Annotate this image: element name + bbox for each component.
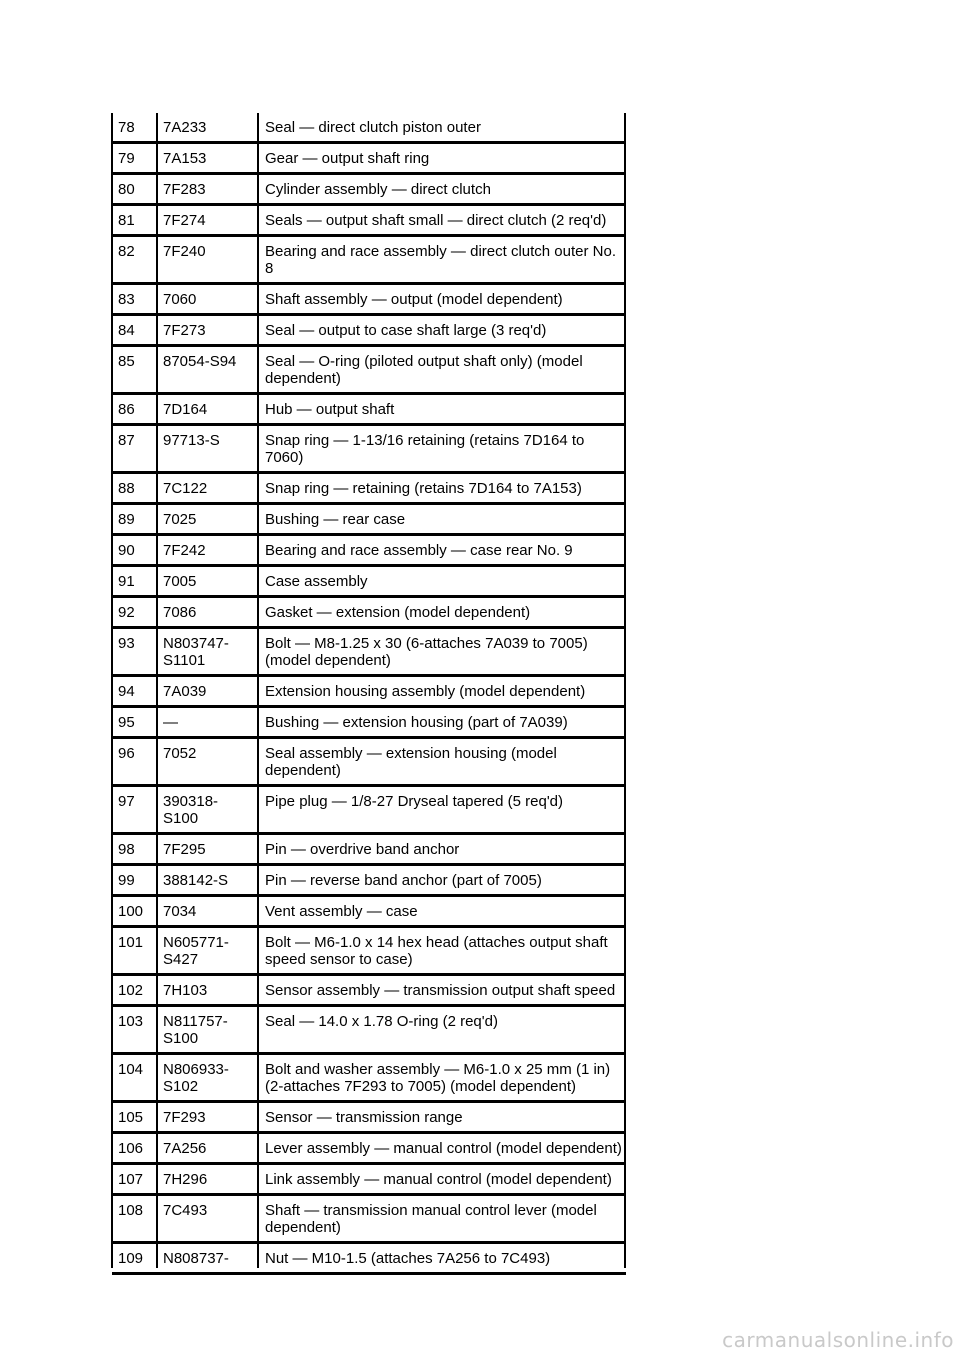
description: Lever assembly — manual control (model dependent) [265, 1140, 622, 1157]
part-number: — [163, 714, 178, 731]
table-row [112, 598, 626, 629]
table-row [112, 1007, 626, 1055]
description: Nut — M10-1.5 (attaches 7A256 to 7C493) [265, 1250, 551, 1267]
item-number: 107 [118, 1171, 144, 1188]
table-row [112, 976, 626, 1007]
item-number: 95 [118, 714, 135, 731]
parts-table [112, 113, 626, 1305]
description: Extension housing assembly (model dependent) [265, 683, 586, 700]
part-number: N806933- S102 [163, 1061, 229, 1095]
part-number: 390318- S100 [163, 793, 219, 827]
table-row [112, 708, 626, 739]
item-number: 85 [118, 353, 135, 370]
table-row [112, 1165, 626, 1196]
item-number: 101 [118, 934, 144, 951]
table-row [112, 677, 626, 708]
description: Bushing — rear case [265, 511, 406, 528]
part-number: 7D164 [163, 401, 208, 418]
description: Seals — output shaft small — direct clutch (2 req'd) [265, 212, 607, 229]
part-number: 7A039 [163, 683, 207, 700]
item-number: 94 [118, 683, 135, 700]
table-row [112, 787, 626, 835]
table-row [112, 316, 626, 347]
item-number: 86 [118, 401, 135, 418]
item-number: 90 [118, 542, 135, 559]
part-number: 7086 [163, 604, 197, 621]
description: Bolt — M8-1.25 x 30 (6-attaches 7A039 to 7005) (model dependent) [265, 635, 588, 669]
item-number: 93 [118, 635, 135, 652]
item-number: 102 [118, 982, 144, 999]
description: Sensor assembly — transmission output shaft speed [265, 982, 616, 999]
description: Vent assembly — case [265, 903, 418, 920]
part-number: N803747- S1101 [163, 635, 229, 669]
part-number: 7F283 [163, 181, 206, 198]
table-continuation [112, 1275, 626, 1305]
description: Bearing and race assembly — case rear No. 9 [265, 542, 573, 559]
item-number: 108 [118, 1202, 144, 1219]
table-row [112, 474, 626, 505]
description: Snap ring — retaining (retains 7D164 to 7A153) [265, 480, 582, 497]
item-number: 96 [118, 745, 135, 762]
description: Snap ring — 1-13/16 retaining (retains 7D164 to 7060) [265, 432, 585, 466]
description: Seal — O-ring (piloted output shaft only) (model dependent) [265, 353, 583, 387]
item-number: 97 [118, 793, 135, 810]
part-number: 7060 [163, 291, 197, 308]
description: Pin — overdrive band anchor [265, 841, 460, 858]
part-number: 7C493 [163, 1202, 208, 1219]
description: Seal — 14.0 x 1.78 O-ring (2 req'd) [265, 1013, 498, 1030]
description: Cylinder assembly — direct clutch [265, 181, 491, 198]
item-number: 83 [118, 291, 135, 308]
description: Bolt — M6-1.0 x 14 hex head (attaches output shaft speed sensor to case) [265, 934, 608, 968]
part-number: N808737- [163, 1250, 229, 1267]
item-number: 84 [118, 322, 135, 339]
table-row [112, 1103, 626, 1134]
table-row [112, 536, 626, 567]
item-number: 78 [118, 119, 135, 136]
part-number: 7C122 [163, 480, 208, 497]
part-number: 7F274 [163, 212, 206, 229]
table-row [112, 1134, 626, 1165]
table-row [112, 395, 626, 426]
part-number: 7A153 [163, 150, 207, 167]
item-number: 88 [118, 480, 135, 497]
table-row [112, 113, 626, 144]
description: Shaft — transmission manual control lever (model dependent) [265, 1202, 597, 1236]
description: Gear — output shaft ring [265, 150, 430, 167]
table-row [112, 1244, 626, 1275]
item-number: 105 [118, 1109, 144, 1126]
table-row [112, 739, 626, 787]
description: Case assembly [265, 573, 368, 590]
item-number: 100 [118, 903, 144, 920]
table-row [112, 144, 626, 175]
part-number: 87054-S94 [163, 353, 237, 370]
description: Shaft assembly — output (model dependent) [265, 291, 563, 308]
item-number: 81 [118, 212, 135, 229]
part-number: 97713-S [163, 432, 220, 449]
table-row [112, 175, 626, 206]
description: Bushing — extension housing (part of 7A039) [265, 714, 568, 731]
description: Sensor — transmission range [265, 1109, 463, 1126]
part-number: 7025 [163, 511, 197, 528]
item-number: 99 [118, 872, 135, 889]
part-number: 7F295 [163, 841, 206, 858]
table-row [112, 237, 626, 285]
part-number: 7005 [163, 573, 197, 590]
table-row [112, 928, 626, 976]
item-number: 82 [118, 243, 135, 260]
description: Bearing and race assembly — direct clutch outer No. 8 [265, 243, 616, 277]
table-row [112, 347, 626, 395]
table-row [112, 629, 626, 677]
part-number: 388142-S [163, 872, 229, 889]
item-number: 91 [118, 573, 135, 590]
item-number: 80 [118, 181, 135, 198]
item-number: 109 [118, 1250, 144, 1267]
description: Bolt and washer assembly — M6-1.0 x 25 mm (1 in) (2-attaches 7F293 to 7005) (model dependent) [265, 1061, 611, 1095]
table-row [112, 426, 626, 474]
part-number: 7F242 [163, 542, 206, 559]
item-number: 92 [118, 604, 135, 621]
table-row [112, 567, 626, 598]
part-number: 7H103 [163, 982, 208, 999]
part-number: N811757- S100 [163, 1013, 228, 1047]
part-number: 7A233 [163, 119, 207, 136]
part-number: 7F293 [163, 1109, 206, 1126]
description: Seal — output to case shaft large (3 req'd) [265, 322, 547, 339]
part-number: 7034 [163, 903, 197, 920]
table-row [112, 866, 626, 897]
item-number: 106 [118, 1140, 144, 1157]
table-row [112, 1196, 626, 1244]
description: Seal assembly — extension housing (model dependent) [265, 745, 557, 779]
description: Link assembly — manual control (model dependent) [265, 1171, 612, 1188]
table-row [112, 1055, 626, 1103]
item-number: 104 [118, 1061, 144, 1078]
description: Hub — output shaft [265, 401, 395, 418]
part-number: 7052 [163, 745, 197, 762]
table-row [112, 505, 626, 536]
watermark: carmanualsonline.info [722, 1328, 954, 1352]
description: Pipe plug — 1/8-27 Dryseal tapered (5 req'd) [265, 793, 564, 810]
part-number: N605771- S427 [163, 934, 229, 968]
part-number: 7H296 [163, 1171, 208, 1188]
part-number: 7F240 [163, 243, 206, 260]
part-number: 7A256 [163, 1140, 207, 1157]
part-number: 7F273 [163, 322, 206, 339]
item-number: 87 [118, 432, 135, 449]
description: Seal — direct clutch piston outer [265, 119, 481, 136]
description: Gasket — extension (model dependent) [265, 604, 531, 621]
table-row [112, 897, 626, 928]
item-number: 79 [118, 150, 135, 167]
table-row [112, 206, 626, 237]
item-number: 98 [118, 841, 135, 858]
description: Pin — reverse band anchor (part of 7005) [265, 872, 542, 889]
item-number: 103 [118, 1013, 144, 1030]
table-row [112, 285, 626, 316]
item-number: 89 [118, 511, 135, 528]
table-row [112, 835, 626, 866]
